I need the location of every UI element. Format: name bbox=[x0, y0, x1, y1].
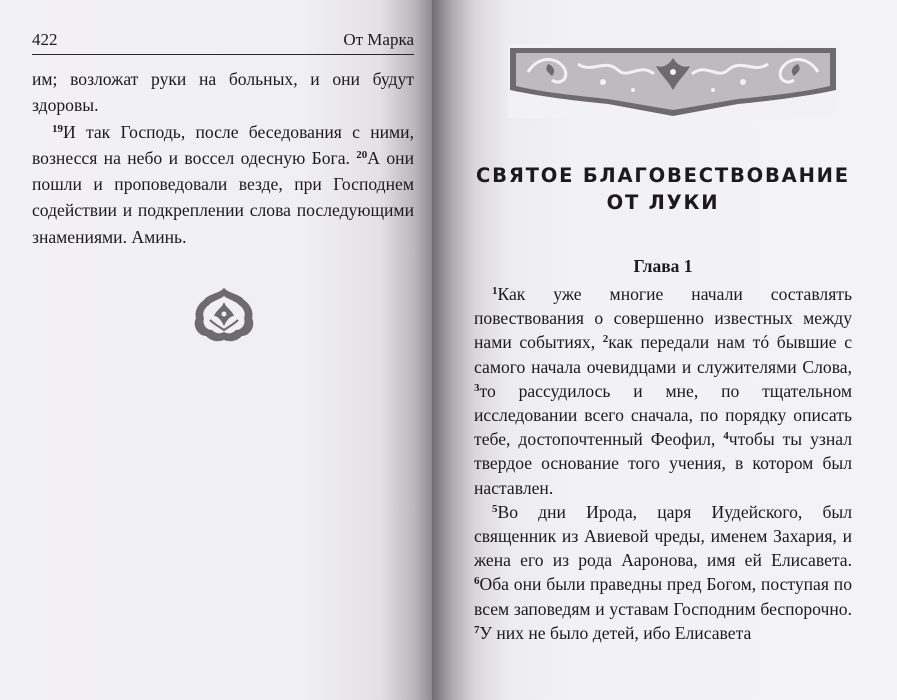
verse-text: Оба они были праведны пред Богом, поступая по всем заповедям и уставам Господним беспорочно. bbox=[474, 574, 852, 619]
verse-text: как передали нам тó бывшие с самого начала очевидцами и служителями Слова, bbox=[474, 332, 852, 377]
verse-number: 19 bbox=[52, 122, 63, 135]
verse-number: 2 bbox=[602, 333, 609, 346]
verse-number: 20 bbox=[356, 148, 368, 161]
verse-number: 3 bbox=[474, 381, 480, 394]
left-text-block bbox=[32, 66, 414, 250]
verse-number: 1 bbox=[492, 285, 498, 297]
verse-text: чтобы ты узнал твердое основание того учения, в котором был наставлен. bbox=[474, 429, 852, 498]
paragraph bbox=[474, 500, 852, 645]
running-title: От Марка bbox=[343, 30, 414, 49]
verse-text: Во дни Ирода, царя Иудейского, был священник из Авиевой чреды, именем Захария, и жена его из рода Ааронова, имя ей Елисавета. bbox=[474, 501, 852, 571]
verse-number: 7 bbox=[474, 623, 480, 636]
right-text-block bbox=[474, 282, 852, 645]
headpiece-ornament-icon bbox=[508, 44, 838, 118]
header-rule bbox=[32, 54, 414, 55]
book-title bbox=[468, 162, 858, 216]
page-number: 422 bbox=[32, 30, 58, 49]
verse-number: 6 bbox=[474, 575, 480, 588]
paragraph bbox=[474, 282, 852, 500]
book-title-line: СВЯТОЕ БЛАГОВЕСТВОВАНИЕ bbox=[476, 164, 850, 187]
paragraph bbox=[32, 119, 414, 250]
verse-number: 4 bbox=[723, 430, 729, 443]
verse-text: И так Господь, после беседования с ними, вознесся на небо и воссел одесную Бога. bbox=[32, 121, 414, 168]
paragraph: им; возложат руки на больных, и они будут здоровы. bbox=[32, 69, 414, 116]
verse-text: А они пошли и проповедовали везде, при Господнем содействии и подкреплении слова последующими знамениями. Аминь. bbox=[32, 147, 414, 247]
verse-number: 5 bbox=[492, 502, 498, 515]
end-ornament-icon bbox=[190, 286, 258, 346]
verse-text: Как уже многие начали составлять повествования о совершенно известных между нами событиях, bbox=[474, 284, 852, 353]
left-page bbox=[0, 0, 432, 700]
book-title-line: ОТ ЛУКИ bbox=[606, 191, 720, 214]
verse-text: то рассудилось и мне, по тщательном исследовании всего сначала, по порядку описать тебе, достопочтенный Феофил, bbox=[474, 380, 852, 450]
verse-text: У них не было детей, ибо Елисавета bbox=[479, 622, 752, 643]
chapter-heading: Глава 1 bbox=[633, 256, 693, 276]
running-head bbox=[32, 30, 414, 52]
